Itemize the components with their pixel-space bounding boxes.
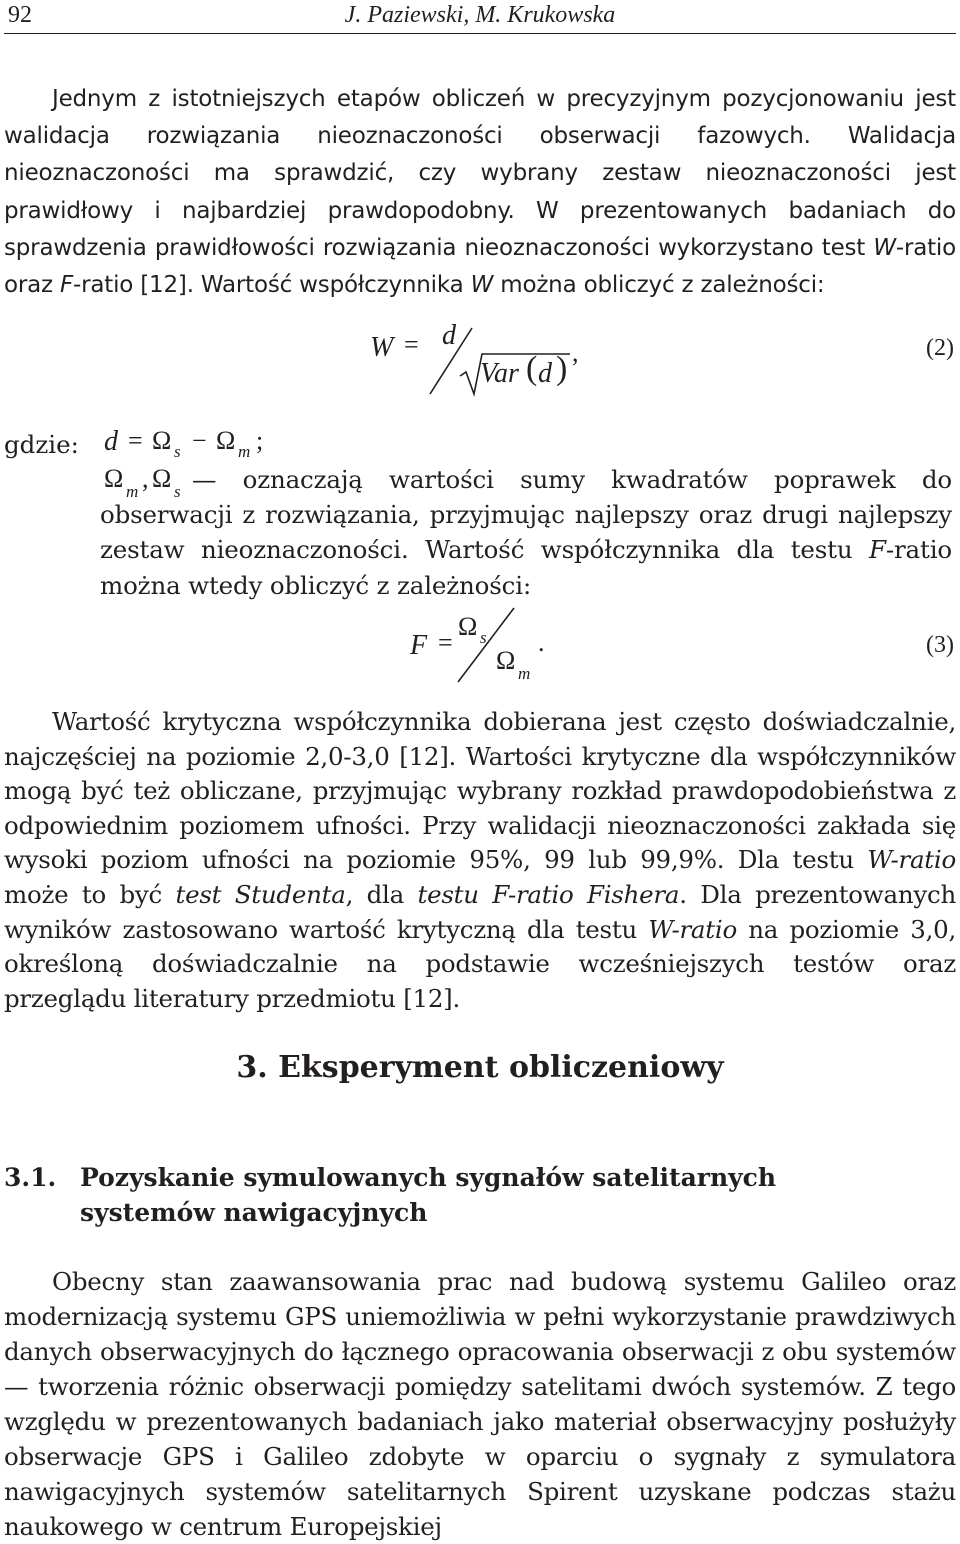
paragraph-text: , dla (345, 879, 418, 909)
where-description (100, 462, 952, 603)
def-omega-s: Ω (152, 426, 172, 455)
omega-m-symbol: Ω (104, 464, 124, 493)
symbol-w: W (470, 272, 494, 299)
running-title: J. Paziewski, M. Krukowska (344, 2, 616, 28)
formula-numerator: d (442, 320, 456, 351)
omega-m-sub: m (126, 482, 139, 501)
formula-lhs: W (370, 332, 394, 363)
symbol-f: F (869, 535, 886, 565)
italic-term: testu F-ratio Fishera (417, 879, 680, 909)
paren-right: ) (556, 350, 568, 387)
paragraph-text: Wartość krytyczna współczynnika dobierana jest często doświadczalnie, najczęściej na poziomie 2,0-3,0 [12]. Wartości krytyczne dla współczynników mogą być też obliczane, przyjmując wybrany rozkład prawdopodobieństwa z odpowiednim poziomem ufności. Przy walidacji nieoznaczoności zakłada się wysoki poziom ufności na poziomie 95%, 99 lub 99,9%. Dla testu (4, 707, 956, 875)
formula-comma: , (572, 338, 579, 367)
page-number: 92 (8, 2, 32, 28)
paragraph-text: na poziomie 3,0, określoną doświadczalnie na podstawie wcześniejszych testów oraz przeglądu literatury przedmiotu [12]. (4, 914, 956, 1013)
paragraph-critical-value (4, 705, 956, 1016)
formula-var-arg: d (538, 358, 552, 389)
italic-term: W-ratio (867, 845, 956, 875)
equation-number-3: (3) (926, 632, 954, 658)
paragraph-text: -ratio [12]. Wartość współczynnika (73, 272, 471, 299)
section-heading: 3. Eksperyment obliczeniowy (236, 1050, 724, 1085)
paragraph-text: można obliczyć z zależności: (493, 272, 825, 299)
omega-comma: , (142, 464, 149, 493)
subsection-title: Pozyskanie symulowanych sygnałów satelitarnych systemów nawigacyjnych (80, 1163, 777, 1227)
header-rule (4, 33, 956, 34)
formula-lhs: F (410, 630, 428, 661)
omega-s-sub: s (174, 482, 181, 501)
def-minus: − (192, 426, 207, 455)
def-sub-s: s (174, 442, 181, 461)
page-header (4, 0, 956, 30)
def-omega-m: Ω (216, 426, 236, 455)
omega-s-symbol: Ω (152, 464, 172, 493)
def-d: d (104, 426, 118, 457)
where-desc-text: — oznaczają wartości sumy kwadratów poprawek do obserwacji z rozwiązania, przyjmując najlepszy oraz drugi najlepszy zestaw nieoznaczoności. Wartość współczynnika dla testu (100, 465, 952, 565)
formula-f-ratio (404, 606, 564, 686)
where-label: gdzie: (4, 430, 79, 459)
symbol-f: F (60, 272, 74, 299)
paragraph-intro (4, 80, 956, 303)
def-sub-m: m (238, 442, 251, 461)
formula-equals: = (404, 330, 419, 359)
paragraph-text: może to być (4, 879, 176, 909)
where-definitions (4, 424, 956, 464)
symbol-w: W (873, 234, 896, 261)
numerator-sub: s (480, 628, 487, 647)
formula-period: . (538, 628, 545, 657)
paragraph-galileo: Obecny stan zaawansowania prac nad budową systemu Galileo oraz modernizacją systemu GPS uniemożliwia w pełni wykorzystanie prawdziwych danych obserwacyjnych do łącznego opracowania obserwacji z obu systemów — tworzenia różnic obserwacji pomiędzy satelitami dwóch systemów. Z tego względu w prezentowanych badaniach jako materiał obserwacyjny posłużyły obserwacje GPS i Galileo zdobyte w oparciu o sygnały z symulatora nawigacyjnych systemów satelitarnych Spirent uzyskane podczas stażu naukowego w centrum Europejskiej (4, 1267, 956, 1541)
formula-denominator: Ω (496, 646, 516, 675)
italic-term: W-ratio (648, 914, 737, 944)
formula-numerator: Ω (458, 612, 478, 641)
paragraph-text: -ratio oraz (4, 234, 956, 299)
def-semicolon: ; (256, 426, 264, 455)
where-desc-text: -ratio można wtedy obliczyć z zależności: (100, 535, 952, 600)
equation-number-2: (2) (926, 335, 954, 361)
def-eq: = (128, 426, 143, 455)
denominator-sub: m (518, 664, 531, 683)
formula-w-ratio (360, 318, 600, 398)
subsection-number: 3.1. (4, 1163, 57, 1192)
paragraph-text: Jednym z istotniejszych etapów obliczeń w precyzyjnym pozycjonowaniu jest walidacja rozwiązania nieoznaczoności obserwacji fazowych. Walidacja nieoznaczoności ma sprawdzić, czy wybrany zestaw nieoznaczoności jest prawidłowy i najbardziej prawdopodobny. W prezentowanych badaniach do sprawdzenia prawidłowości rozwiązania nieoznaczoności wykorzystano test (4, 86, 956, 261)
paren-left: ( (526, 350, 538, 387)
formula-equals: = (438, 628, 453, 657)
formula-var: Var (480, 358, 519, 389)
paragraph-text: . Dla prezentowanych wyników zastosowano wartość krytyczną dla testu (4, 879, 956, 944)
italic-term: test Studenta (175, 879, 346, 909)
